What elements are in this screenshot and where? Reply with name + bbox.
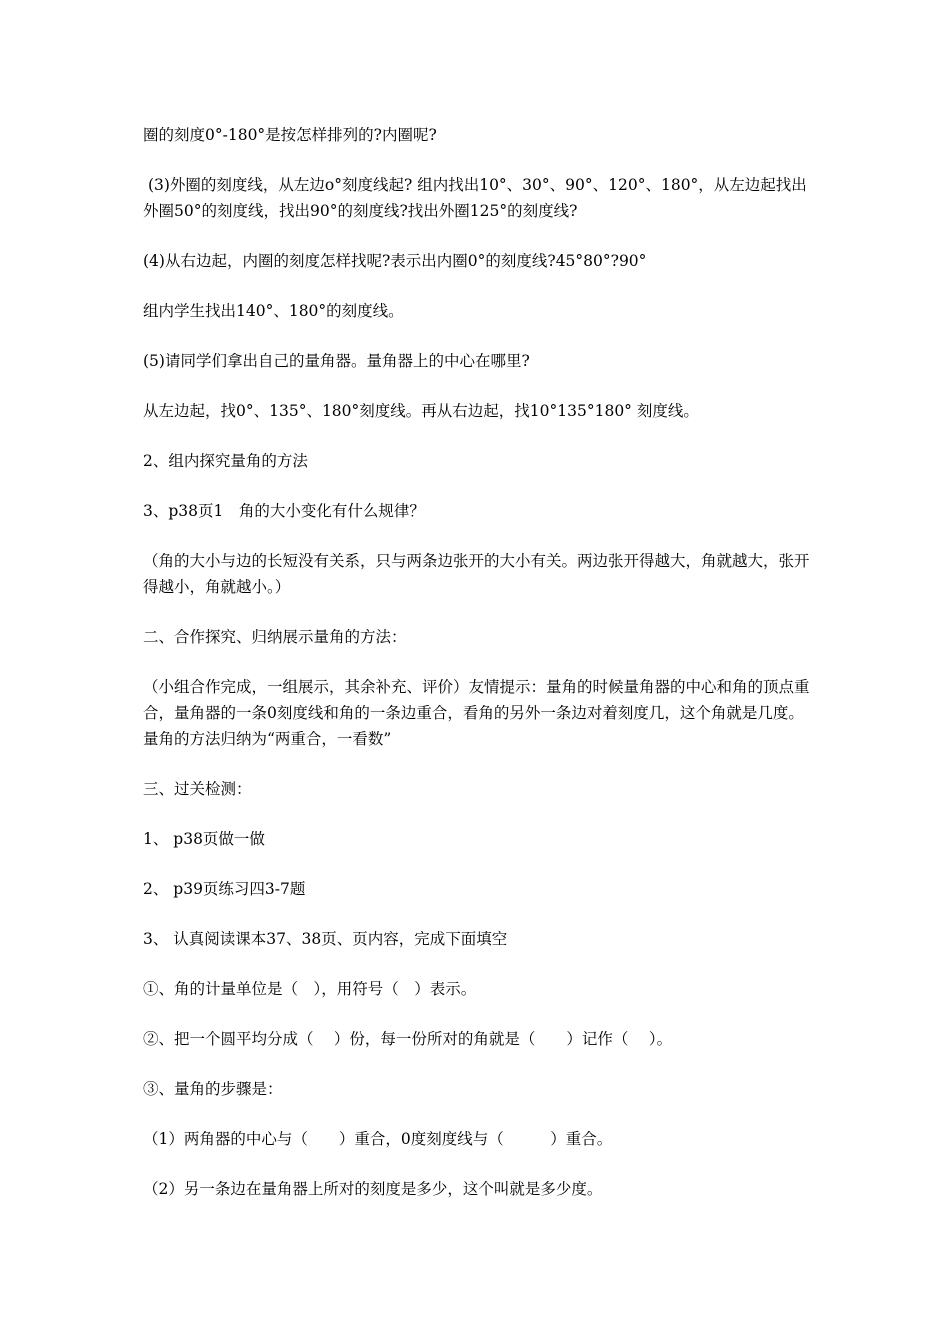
- fill-blank-measuring-steps-heading: ③、量角的步骤是：: [143, 1080, 283, 1098]
- list-item-exercise-1: 1、 p38页做一做: [143, 830, 265, 848]
- fill-blank-step-1: （1）两角器的中心与（ ）重合，0度刻度线与（ ）重合。: [143, 1130, 613, 1148]
- paragraph-measuring-tips: （小组合作完成，一组展示，其余补充、评价）友情提示：量角的时候量角器的中心和角的顶点重合，量角器的一条0刻度线和角的一条边重合，看角的另外一条边对着刻度几，这个角就是几度。量角的方法归纳为“两重合，一看数”: [143, 678, 810, 748]
- paragraph-protractor-center: (5)请同学们拿出自己的量角器。量角器上的中心在哪里?: [143, 352, 530, 370]
- document-body: [143, 122, 813, 1226]
- paragraph-find-from-both-sides: 从左边起，找0°、135°、180°刻度线。再从右边起，找10°135°180° 刻度线。: [143, 402, 699, 420]
- section-heading-cooperative-exploration: 二、合作探究、归纳展示量角的方法：: [143, 628, 407, 646]
- paragraph-group-find-lines: 组内学生找出140°、180°的刻度线。: [143, 302, 404, 320]
- fill-blank-angle-unit: ①、角的计量单位是（ ），用符号（ ）表示。: [143, 980, 477, 998]
- fill-blank-circle-division: ②、把一个圆平均分成（ ）份，每一份所对的角就是（ ）记作（ ）。: [143, 1030, 673, 1048]
- paragraph-angle-size-rule: 3、p38页1 角的大小变化有什么规律？: [143, 502, 425, 520]
- paragraph-inner-scale-lines: (4)从右边起，内圈的刻度怎样找呢?表示出内圈0°的刻度线?45°80°?90°: [143, 252, 647, 270]
- fill-blank-step-2: （2）另一条边在量角器上所对的刻度是多少，这个叫就是多少度。: [143, 1180, 603, 1198]
- paragraph-angle-size-explanation: （角的大小与边的长短没有关系，只与两条边张开的大小有关。两边张开得越大，角就越大，张开得越小，角就越小。）: [143, 552, 810, 596]
- list-item-exercise-2: 2、 p39页练习四3-7题: [143, 880, 306, 898]
- paragraph-protractor-scale-order: 圈的刻度0°-180°是按怎样排列的?内圈呢?: [143, 126, 437, 144]
- paragraph-outer-scale-lines: (3)外圈的刻度线，从左边o°刻度线起? 组内找出10°、30°、90°、120°、180°，从左边起找出外圈50°的刻度线，找出90°的刻度线?找出外圈125°的刻度线?: [143, 176, 807, 220]
- paragraph-group-explore-method: 2、组内探究量角的方法: [143, 452, 308, 470]
- section-heading-checkpoint: 三、过关检测：: [143, 780, 252, 798]
- list-item-exercise-3: 3、 认真阅读课本37、38页、页内容，完成下面填空: [143, 930, 508, 948]
